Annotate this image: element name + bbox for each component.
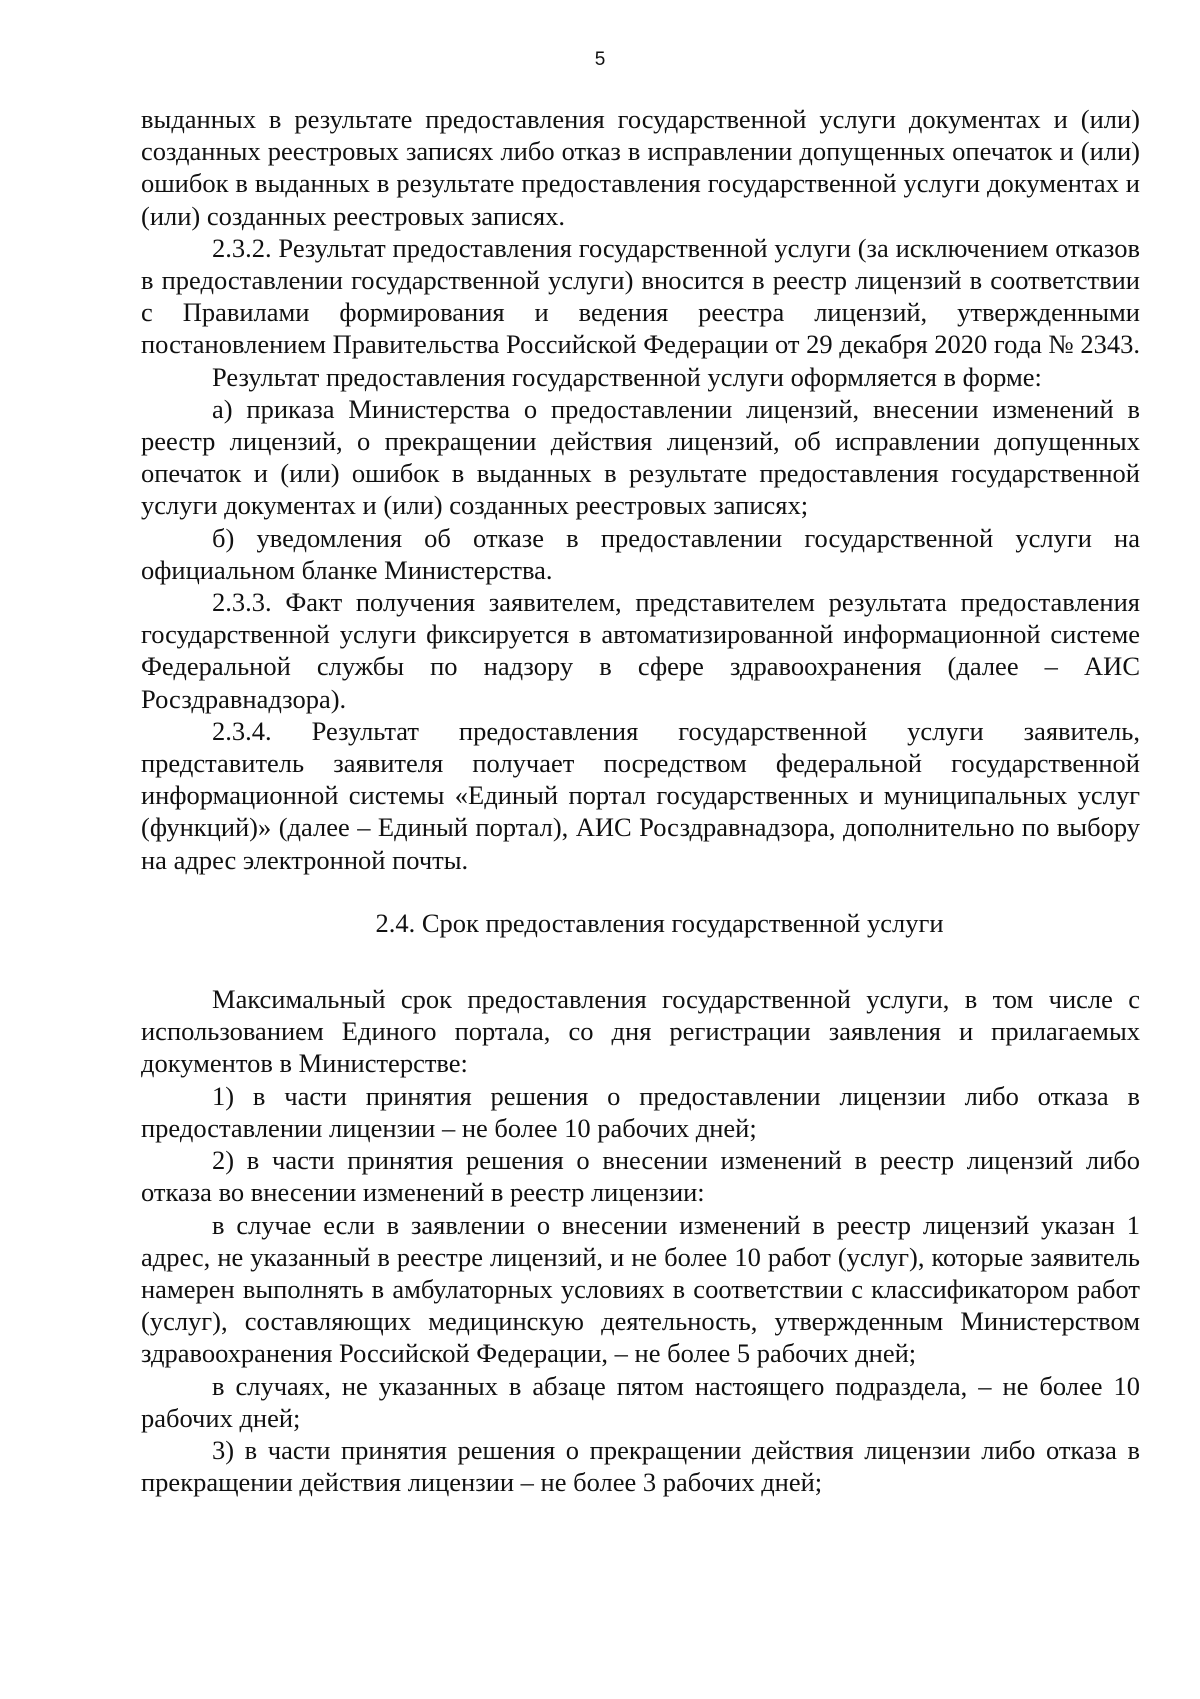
paragraph-result-form: Результат предоставления государственной услуги оформляется в форме: (212, 361, 1042, 392)
paragraph-case-one-address: в случае если в заявлении о внесении изменений в реестр лицензий указан 1 адрес, не указанный в реестре лицензий, и не более 10 работ (услуг), которые заявитель намерен выполнять в амбулаторных условиях в соответствии с классификатором работ (услуг), составляющих медицинскую деятельность, утвержденным Министерством здравоохранения Российской Федерации, – не более 5 рабочих дней; (141, 1209, 1140, 1369)
page-number: 5 (594, 49, 606, 70)
paragraph-item-1: 1) в части принятия решения о предоставлении лицензии либо отказа в предоставлении лицензии – не более 10 рабочих дней; (141, 1080, 1140, 1143)
paragraph-2-3-4: 2.3.4. Результат предоставления государственной услуги заявитель, представитель заявителя получает посредством федеральной государственной информационной системы «Единый портал государственных и муниципальных услуг (функций)» (далее – Единый портал), АИС Росздравнадзора, дополнительно по выбору на адрес электронной почты. (141, 715, 1140, 875)
paragraph-item-b: б) уведомления об отказе в предоставлении государственной услуги на официальном бланке Министерства. (141, 522, 1140, 585)
paragraph-2-3-3: 2.3.3. Факт получения заявителем, представителем результата предоставления государственной услуги фиксируется в автоматизированной информационной системе Федеральной службы по надзору в сфере здравоохранения (далее – АИС Росздравнадзора). (141, 587, 1140, 714)
paragraph-2-3-2: 2.3.2. Результат предоставления государственной услуги (за исключением отказов в предоставлении государственной услуги) вносится в реестр лицензий в соответствии с Правилами формирования и ведения реестра лицензий, утвержденными постановлением Правительства Российской Федерации от 29 декабря 2020 года № 2343. (141, 232, 1140, 360)
paragraph-other-cases: в случаях, не указанных в абзаце пятом настоящего подраздела, – не более 10 рабочих дней; (141, 1370, 1140, 1433)
section-heading-2-4: 2.4. Срок предоставления государственной услуги (375, 907, 944, 938)
paragraph-continuation: выданных в результате предоставления государственной услуги документах и (или) созданных реестровых записях либо отказ в исправлении допущенных опечаток и (или) ошибок в выданных в результате предоставления государственной услуги документах и (или) созданных реестровых записях. (141, 104, 1140, 231)
paragraph-item-2: 2) в части принятия решения о внесении изменений в реестр лицензий либо отказа во внесении изменений в реестр лицензии: (141, 1145, 1140, 1208)
paragraph-item-3: 3) в части принятия решения о прекращении действия лицензии либо отказа в прекращении действия лицензии – не более 3 рабочих дней; (141, 1434, 1140, 1498)
document-body (141, 103, 1140, 1498)
paragraph-max-term: Максимальный срок предоставления государственной услуги, в том числе с использованием Единого портала, со дня регистрации заявления и прилагаемых документов в Министерстве: (141, 984, 1140, 1079)
paragraph-item-a: а) приказа Министерства о предоставлении лицензий, внесении изменений в реестр лицензий, о прекращении действия лицензий, об исправлении допущенных опечаток и (или) ошибок в выданных в результате предоставления государственной услуги документах и (или) созданных реестровых записях; (141, 393, 1140, 521)
